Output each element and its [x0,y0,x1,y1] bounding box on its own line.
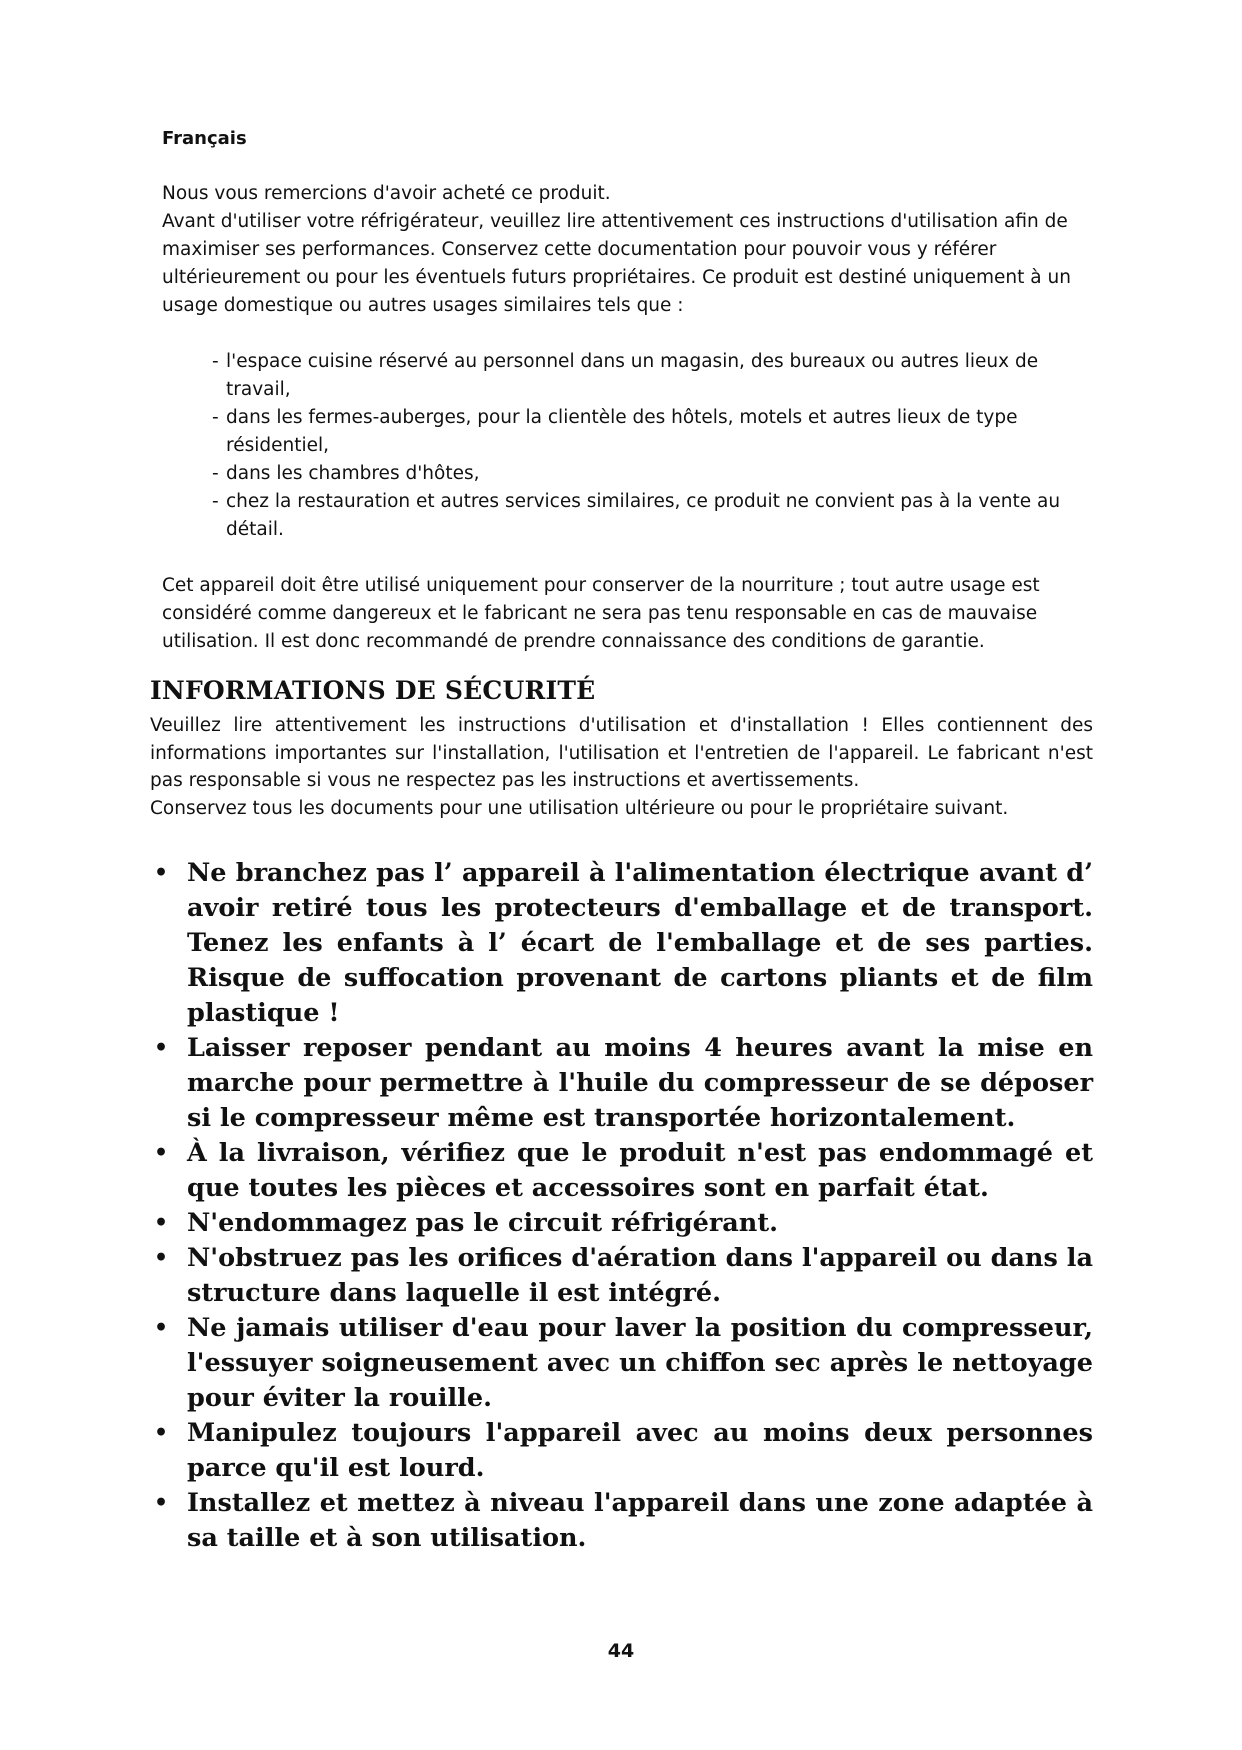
safety-item [150,1416,1093,1486]
notice-paragraph: Cet appareil doit être utilisé uniquement pour conserver de la nourriture ; tout autre usage est considéré comme dangereux et le fabricant ne sera pas tenu responsable en cas de mauvaise utilisation. Il est donc recommandé de prendre connaissance des conditions de garantie. [162,575,1040,652]
intro-paragraph: Avant d'utiliser votre réfrigérateur, veuillez lire attentivement ces instructions d'utilisation afin de maximiser ses performances. Conservez cette documentation pour pouvoir vous y référer ultérieurement ou pour les éventuels futurs propriétaires. Ce produit est destiné uniquement à un usage domestique ou autres usages similaires tels que : [162,211,1071,316]
dash-marker: - [212,351,219,372]
safety-item-text: N'obstruez pas les orifices d'aération dans l'appareil ou dans la structure dans laquelle il est intégré. [187,1243,1093,1308]
intro-section [162,180,1102,320]
usage-notice [162,572,1102,656]
safety-item [150,1206,1093,1241]
safety-item [150,1136,1093,1206]
safety-item-text: Laisser reposer pendant au moins 4 heures avant la mise en marche pour permettre à l'huile du compresseur de se déposer si le compresseur même est transportée horizontalement. [187,1033,1093,1133]
safety-item [150,1486,1093,1556]
usage-item-text: chez la restauration et autres services similaires, ce produit ne convient pas à la vente au détail. [226,491,1061,540]
safety-heading: INFORMATIONS DE SÉCURITÉ [150,676,596,705]
usage-item-text: dans les fermes-auberges, pour la clientèle des hôtels, motels et autres lieux de type résidentiel, [226,407,1018,456]
language-label: Français [162,128,247,149]
dash-marker: - [212,491,219,512]
bullet-icon: • [154,1420,169,1446]
dash-marker: - [212,463,219,484]
list-item [212,404,1092,460]
bullet-icon: • [154,1315,169,1341]
safety-item [150,1241,1093,1311]
list-item [212,488,1092,544]
bullet-icon: • [154,1210,169,1236]
safety-intro [150,712,1093,822]
safety-warnings-list [150,856,1093,1556]
safety-item-text: Manipulez toujours l'appareil avec au moins deux personnes parce qu'il est lourd. [187,1418,1093,1483]
safety-item-text: Ne jamais utiliser d'eau pour laver la position du compresseur, l'essuyer soigneusement avec un chiffon sec après le nettoyage pour éviter la rouille. [187,1313,1093,1413]
safety-item [150,1311,1093,1416]
page-number: 44 [607,1640,635,1662]
usage-item-text: dans les chambres d'hôtes, [226,463,480,484]
safety-intro-paragraph: Veuillez lire attentivement les instructions d'utilisation et d'installation ! Elles contiennent des informations importantes sur l'installation, l'utilisation et l'entretien de l'appareil. Le fabricant n'est pas responsable si vous ne respectez pas les instructions et avertissements. [150,715,1093,791]
safety-item-text: À la livraison, vérifiez que le produit n'est pas endommagé et que toutes les pièces et accessoires sont en parfait état. [187,1138,1093,1203]
safety-item-text: Installez et mettez à niveau l'appareil dans une zone adaptée à sa taille et à son utilisation. [187,1488,1093,1553]
list-item [212,460,1092,488]
safety-item-text: N'endommagez pas le circuit réfrigérant. [187,1208,779,1238]
bullet-icon: • [154,1245,169,1271]
list-item [212,348,1092,404]
usage-list [212,348,1092,544]
bullet-icon: • [154,860,169,886]
safety-item-text: Ne branchez pas l’ appareil à l'alimentation électrique avant d’ avoir retiré tous les protecteurs d'emballage et de transport. Tenez les enfants à l’ écart de l'emballage et de ses parties. Risque de suffocation provenant de cartons pliants et de film plastique ! [187,858,1093,1028]
bullet-icon: • [154,1140,169,1166]
dash-marker: - [212,407,219,428]
bullet-icon: • [154,1490,169,1516]
safety-keep-documents: Conservez tous les documents pour une utilisation ultérieure ou pour le propriétaire suivant. [150,797,1009,819]
bullet-icon: • [154,1035,169,1061]
usage-item-text: l'espace cuisine réservé au personnel dans un magasin, des bureaux ou autres lieux de travail, [226,351,1039,400]
safety-item [150,1031,1093,1136]
intro-thanks: Nous vous remercions d'avoir acheté ce produit. [162,183,611,204]
safety-item [150,856,1093,1031]
